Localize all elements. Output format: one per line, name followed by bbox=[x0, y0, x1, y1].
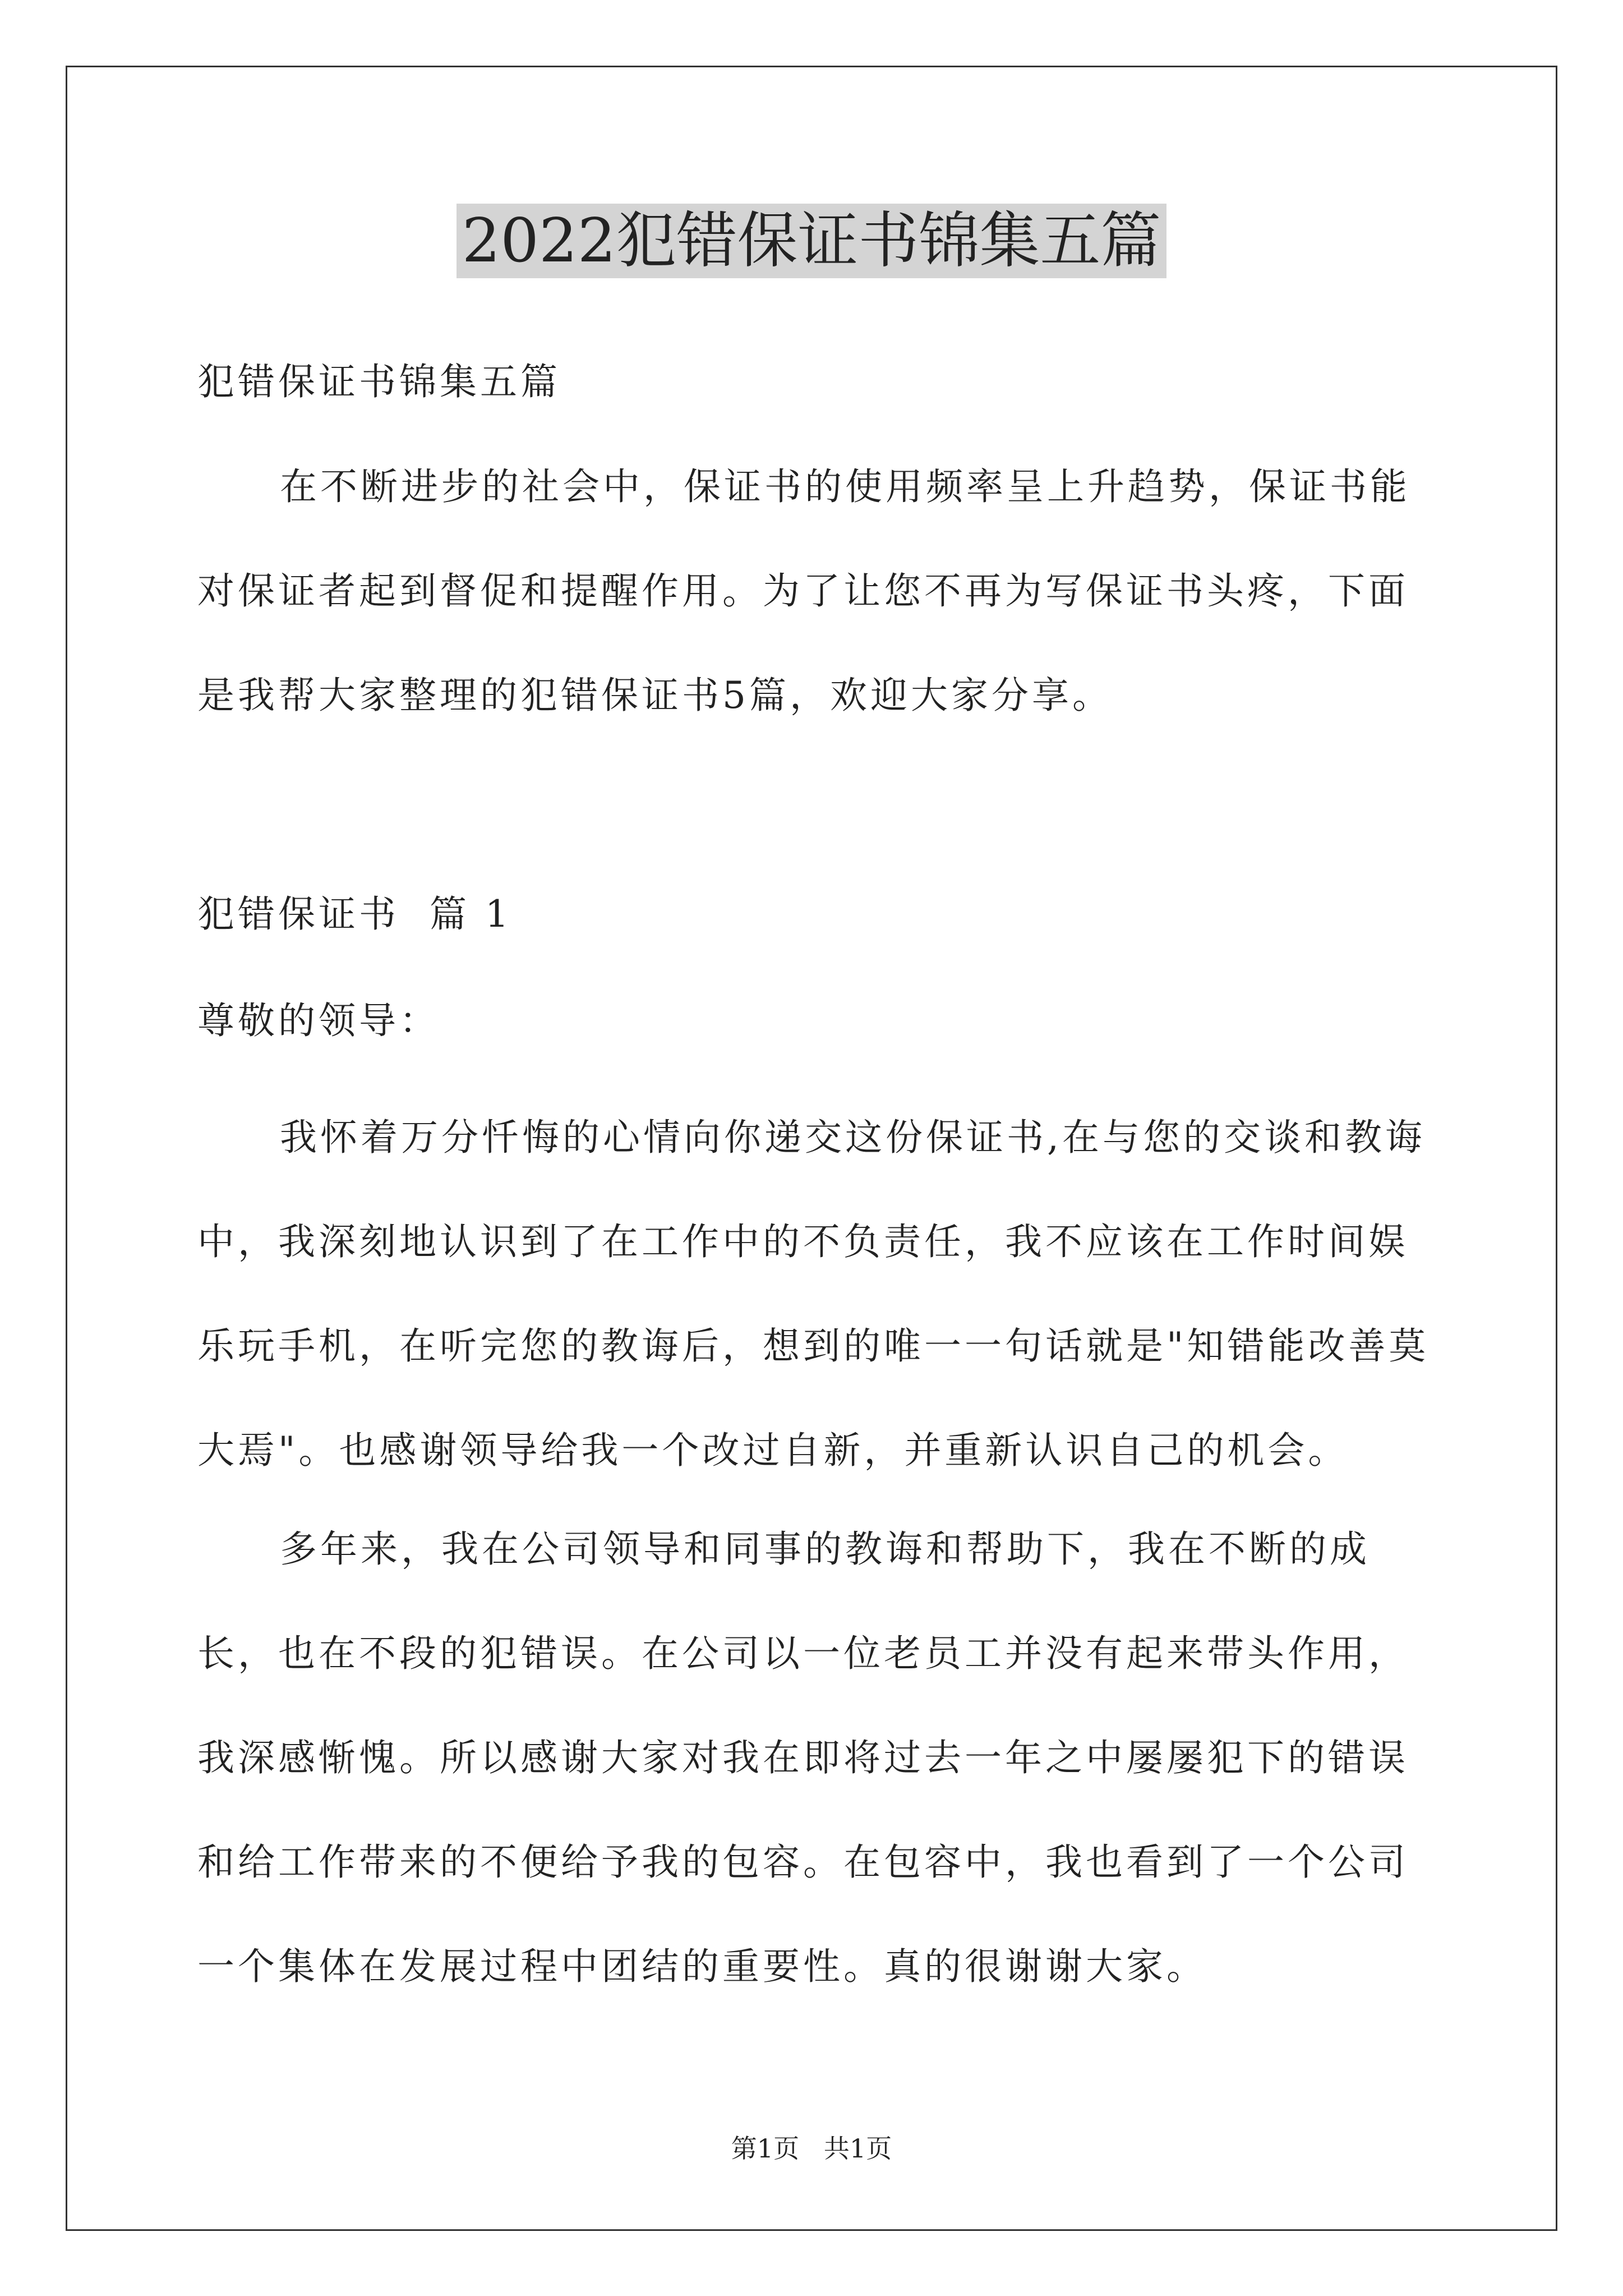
section-heading: 犯错保证书 篇 1 bbox=[197, 892, 512, 936]
document-subtitle: 犯错保证书锦集五篇 bbox=[197, 360, 561, 403]
document-title bbox=[0, 202, 1623, 280]
body-paragraph: 多年来，我在公司领导和同事的教诲和帮助下，我在不断的成长，也在不段的犯错误。在公司以一位老员工并没有起来带头作用，我深感惭愧。所以感谢大家对我在即将过去一年之中屡屡犯下的错误和给工作带来的不便给予我的包容。在包容中，我也看到了一个公司一个集体在发展过程中团结的重要性。真的很谢谢大家。 bbox=[197, 1527, 1409, 1988]
document-title-text: 2022犯错保证书锦集五篇 bbox=[457, 204, 1167, 278]
intro-paragraph: 在不断进步的社会中，保证书的使用频率呈上升趋势，保证书能对保证者起到督促和提醒作用。为了让您不再为写保证书头疼，下面是我帮大家整理的犯错保证书5篇，欢迎大家分享。 bbox=[197, 465, 1410, 717]
body-paragraph: 我怀着万分忏悔的心情向你递交这份保证书,在与您的交谈和教诲中，我深刻地认识到了在工作中的不负责任，我不应该在工作时间娱乐玩手机，在听完您的教诲后，想到的唯一一句话就是"知错能改善莫大焉"。也感谢领导给我一个改过自新，并重新认识自己的机会。 bbox=[197, 1116, 1430, 1472]
page-number-footer: 第1页 共1页 bbox=[731, 2133, 892, 2164]
salutation: 尊敬的领导： bbox=[197, 999, 440, 1042]
